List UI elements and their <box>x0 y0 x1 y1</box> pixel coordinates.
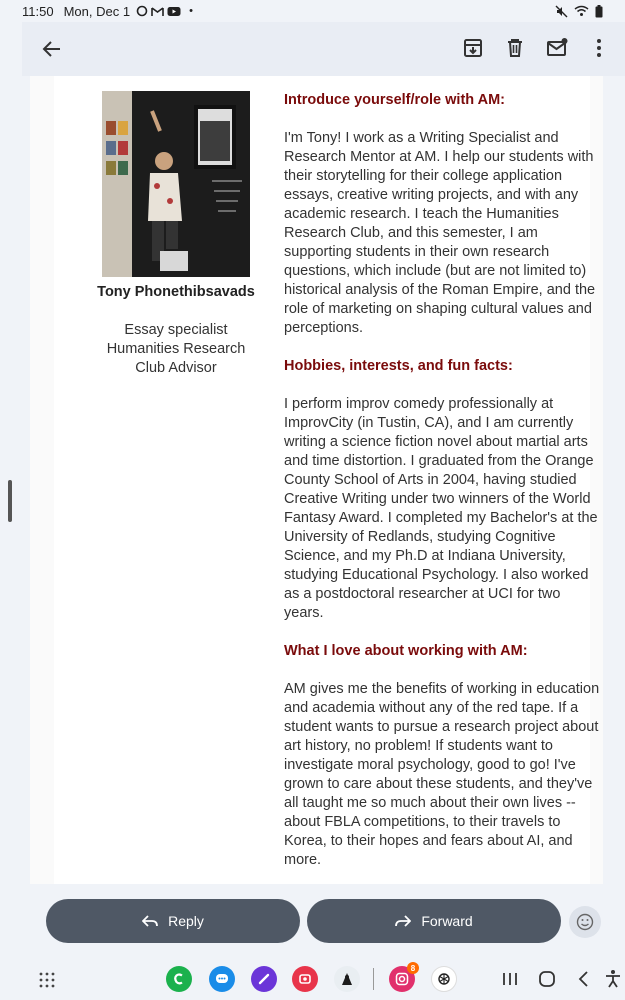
profile-article <box>284 91 602 870</box>
archive-button[interactable] <box>461 36 485 60</box>
delete-button[interactable] <box>503 36 527 60</box>
status-bar <box>0 0 625 22</box>
status-date: Mon, Dec 1 <box>63 3 131 19</box>
circle-notification-icon <box>136 5 148 17</box>
game-app-icon[interactable] <box>334 966 360 992</box>
profile-role-line1: Essay specialist <box>124 322 228 338</box>
profile-card <box>54 76 600 884</box>
taskbar-divider <box>373 968 374 990</box>
app-drawer-icon[interactable] <box>38 971 56 989</box>
section-question: Introduce yourself/role with AM: <box>284 92 506 108</box>
back-nav-icon[interactable] <box>573 968 595 990</box>
side-panel-handle[interactable] <box>8 480 12 522</box>
battery-icon <box>595 5 603 18</box>
recents-icon[interactable] <box>499 968 521 990</box>
forward-label: Forward <box>421 913 473 929</box>
profile-name: Tony Phonethibsavads <box>97 284 255 300</box>
gmail-notification-icon <box>151 6 164 17</box>
section-answer: I'm Tony! I work as a Writing Specialist and Research Mentor at AM. I help our students with their storytelling for their college application essays, creative writing projects, and with any academic research. I teach the Humanities Research Club, and this semester, I am supporting students in their own research questions, which include (but are not limited to) historical analysis of the Roman Empire, and the role of marketing on shaping cultural values and perceptions. <box>284 130 596 336</box>
notification-badge: 8 <box>407 962 419 974</box>
more-vert-icon <box>587 36 611 60</box>
emoji-icon <box>576 913 594 931</box>
arrow-left-icon <box>40 37 64 61</box>
app-c-icon[interactable] <box>166 966 192 992</box>
status-time: 11:50 <box>22 3 54 19</box>
section-question: Hobbies, interests, and fun facts: <box>284 358 513 374</box>
purple-app-icon[interactable] <box>251 966 277 992</box>
mute-icon <box>555 5 568 18</box>
email-body <box>30 76 603 884</box>
forward-button[interactable] <box>307 899 561 943</box>
reply-bar <box>0 884 625 960</box>
chatgpt-app-icon[interactable] <box>431 966 457 992</box>
email-toolbar <box>22 22 625 76</box>
mark-unread-button[interactable] <box>545 36 569 60</box>
archive-icon <box>461 36 485 60</box>
messages-app-icon[interactable] <box>209 966 235 992</box>
profile-role-line2: Humanities Research Club Advisor <box>106 341 246 376</box>
mail-unread-icon <box>545 36 569 60</box>
home-icon[interactable] <box>536 968 558 990</box>
profile-role <box>94 321 258 378</box>
notification-icons <box>136 5 193 17</box>
back-button[interactable] <box>40 37 64 61</box>
youtube-notification-icon <box>167 6 181 17</box>
section-answer: AM gives me the benefits of working in education and academia without any of the red tape. If a student wants to pursue a research project about art history, no problem! If students want to investigate moral psychology, good to go! I've grown to care about these students, and they've all taught me so much about their own lives -- about FBLA competitions, to their travels to Korea, to their hopes and fears about AI, and more. <box>284 681 600 868</box>
status-dot: • <box>189 5 193 17</box>
accessibility-icon[interactable] <box>602 968 624 990</box>
screen-recorder-app-icon[interactable] <box>292 966 318 992</box>
reply-icon <box>142 914 158 928</box>
toolbar-actions <box>461 36 611 60</box>
reply-label: Reply <box>168 913 204 929</box>
section-question: What I love about working with AM: <box>284 643 528 659</box>
instagram-app-icon[interactable] <box>389 963 416 992</box>
forward-icon <box>395 914 411 928</box>
taskbar <box>0 960 625 1000</box>
profile-photo <box>102 91 250 277</box>
system-status-icons <box>555 5 603 18</box>
more-options-button[interactable] <box>587 36 611 60</box>
trash-icon <box>503 36 527 60</box>
emoji-reaction-button[interactable] <box>569 906 601 938</box>
wifi-icon <box>574 5 589 17</box>
section-answer: I perform improv comedy professionally at ImprovCity (in Tustin, CA), and I am currently writing a science fiction novel about martial arts and time distortion. I graduated from the Orange County School of Arts in 2004, having studied Creative Writing under two winners of the World Fantasy Award. I completed my Bachelor's at the University of Redlands, studying Cognitive Science, and my Ph.D at Indiana University, studying Educational Psychology. I also worked as a postdoctoral researcher at UCI for two years. <box>284 396 598 621</box>
reply-button[interactable] <box>46 899 300 943</box>
